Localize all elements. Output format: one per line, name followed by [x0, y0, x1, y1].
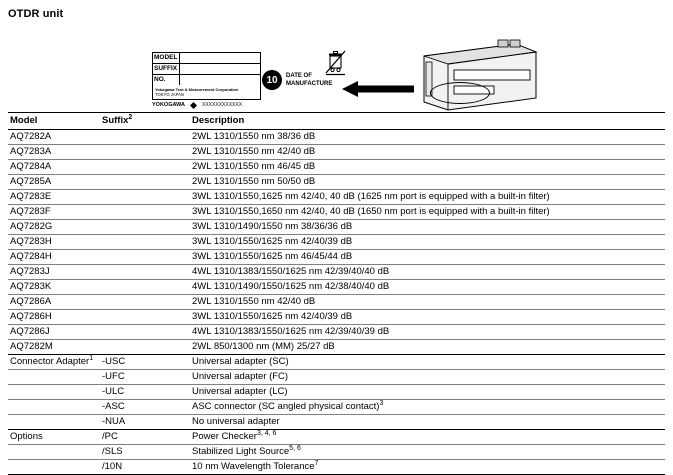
cell-model: AQ7283H — [8, 235, 100, 250]
cell-model: AQ7284A — [8, 160, 100, 175]
cell-suffix — [100, 265, 190, 280]
cell-description-footnote: 5, 6 — [289, 444, 301, 452]
cell-model — [8, 370, 100, 385]
plate-row-suffix — [153, 64, 260, 75]
cell-suffix: -ULC — [100, 385, 190, 400]
cell-description: 2WL 850/1300 nm (MM) 25/27 dB — [190, 340, 665, 355]
table-body — [8, 130, 665, 475]
cell-suffix — [100, 250, 190, 265]
cell-model: AQ7283A — [8, 145, 100, 160]
cell-model: AQ7286J — [8, 325, 100, 340]
table-row — [8, 340, 665, 355]
callout-ellipse — [430, 82, 490, 104]
plate-label-no: NO. — [154, 75, 180, 85]
yokogawa-brand-text: YOKOGAWA — [152, 102, 186, 108]
cell-suffix: -NUA — [100, 415, 190, 430]
table-header-row — [8, 113, 665, 130]
table-row — [8, 280, 665, 295]
cell-model: AQ7283F — [8, 205, 100, 220]
cell-suffix — [100, 235, 190, 250]
table-row — [8, 145, 665, 160]
table-row — [8, 130, 665, 145]
cell-suffix — [100, 145, 190, 160]
cell-description: Universal adapter (FC) — [190, 370, 665, 385]
cell-description: 10 nm Wavelength Tolerance$^7$ — [190, 460, 665, 475]
cell-description: ASC connector (SC angled physical contact)$^3$ — [190, 400, 665, 415]
plate-brand-row — [152, 102, 337, 108]
plate-row-model — [153, 53, 260, 64]
cell-description-footnote: 3, 4, 6 — [256, 429, 277, 437]
cell-model: AQ7283E — [8, 190, 100, 205]
cell-model: AQ7283J — [8, 265, 100, 280]
cell-suffix — [100, 325, 190, 340]
cell-model: Options — [8, 430, 100, 445]
column-header-suffix — [100, 113, 190, 130]
cell-description: 2WL 1310/1550 nm 42/40 dB — [190, 295, 665, 310]
cell-model: AQ7282G — [8, 220, 100, 235]
cell-suffix: /PC — [100, 430, 190, 445]
plate-footer — [153, 86, 260, 100]
document-page — [0, 8, 673, 472]
diamond-logo-icon — [190, 101, 197, 108]
table-row — [8, 160, 665, 175]
cell-model: AQ7284H — [8, 250, 100, 265]
cell-description: 4WL 1310/1383/1550/1625 nm 42/39/40/39 dB — [190, 325, 665, 340]
cell-description: 4WL 1310/1490/1550/1625 nm 42/38/40/40 dB — [190, 280, 665, 295]
cell-model: AQ7286H — [8, 310, 100, 325]
cell-suffix: -ASC — [100, 400, 190, 415]
dom-line-2: MANUFACTURE — [286, 81, 333, 87]
dom-line-1: DATE OF — [286, 73, 312, 79]
plate-label-model: MODEL — [154, 53, 180, 63]
cell-description: 3WL 1310/1550,1650 nm 42/40, 40 dB (1650 nm port is equipped with a built-in filter) — [190, 205, 665, 220]
cell-suffix — [100, 190, 190, 205]
table-row — [8, 220, 665, 235]
suffix-header-text: Suffix — [102, 115, 129, 126]
cell-description: 2WL 1310/1550 nm 42/40 dB — [190, 145, 665, 160]
cell-model — [8, 415, 100, 430]
plate-company-name: Yokogawa Test & Measurement Corporation — [155, 87, 239, 92]
cell-model: AQ7286A — [8, 295, 100, 310]
table-row — [8, 235, 665, 250]
cell-model-footnote: 1 — [89, 354, 94, 362]
cell-description: 3WL 1310/1550,1625 nm 42/40, 40 dB (1625 nm port is equipped with a built-in filter) — [190, 190, 665, 205]
cell-suffix — [100, 340, 190, 355]
cell-suffix — [100, 160, 190, 175]
table-row — [8, 370, 665, 385]
plate-row-no — [153, 75, 260, 86]
cell-suffix — [100, 220, 190, 235]
left-arrow-icon — [342, 80, 414, 98]
table-row — [8, 445, 665, 460]
table-row — [8, 250, 665, 265]
cell-description: 3WL 1310/1550/1625 nm 42/40/39 dB — [190, 310, 665, 325]
cell-description-footnote: 7 — [314, 459, 319, 467]
specification-table — [8, 112, 665, 475]
plate-label-suffix: SUFFIX — [154, 64, 180, 74]
column-header-model: Model — [8, 113, 100, 130]
cell-description: Universal adapter (LC) — [190, 385, 665, 400]
table-row — [8, 265, 665, 280]
table-row — [8, 400, 665, 415]
cell-suffix: -USC — [100, 355, 190, 370]
cell-suffix — [100, 280, 190, 295]
suffix-header-footnote: 2 — [128, 113, 133, 121]
cell-model — [8, 445, 100, 460]
date-of-manufacture-circle-icon: 10 — [262, 70, 282, 90]
table-row — [8, 415, 665, 430]
label-plate-illustration — [152, 52, 261, 100]
table-row — [8, 205, 665, 220]
cell-description: 3WL 1310/1550/1625 nm 42/40/39 dB — [190, 235, 665, 250]
cell-model — [8, 400, 100, 415]
cell-description: 3WL 1310/1490/1550 nm 38/36/36 dB — [190, 220, 665, 235]
page-title: OTDR unit — [8, 8, 64, 20]
cell-suffix — [100, 130, 190, 145]
cell-description: Power Checker$^{3, 4, 6}$ — [190, 430, 665, 445]
plate-origin: TOKYO JAPAN — [155, 92, 184, 97]
cell-description: Stabilized Light Source$^{5, 6}$ — [190, 445, 665, 460]
cell-description: 2WL 1310/1550 nm 46/45 dB — [190, 160, 665, 175]
table-row — [8, 460, 665, 475]
table-row — [8, 355, 665, 370]
cell-description: 2WL 1310/1550 nm 38/36 dB — [190, 130, 665, 145]
cell-suffix — [100, 205, 190, 220]
cell-description: 3WL 1310/1550/1625 nm 46/45/44 dB — [190, 250, 665, 265]
plate-serial-number: XXXXXXXXXXXX — [202, 102, 243, 108]
cell-model — [8, 385, 100, 400]
cell-model — [8, 460, 100, 475]
table-row — [8, 190, 665, 205]
cell-suffix: /SLS — [100, 445, 190, 460]
cell-suffix: /10N — [100, 460, 190, 475]
table-row — [8, 295, 665, 310]
cell-model: AQ7282A — [8, 130, 100, 145]
table-row — [8, 310, 665, 325]
cell-suffix: -UFC — [100, 370, 190, 385]
cell-description: 4WL 1310/1383/1550/1625 nm 42/39/40/40 dB — [190, 265, 665, 280]
cell-description: Universal adapter (SC) — [190, 355, 665, 370]
crossed-out-wheeled-bin-icon — [325, 50, 347, 76]
table-row — [8, 175, 665, 190]
cell-model: AQ7285A — [8, 175, 100, 190]
cell-description: 2WL 1310/1550 nm 50/50 dB — [190, 175, 665, 190]
cell-suffix — [100, 295, 190, 310]
cell-suffix — [100, 175, 190, 190]
figure-otdr-label-and-unit — [0, 26, 673, 112]
cell-suffix — [100, 310, 190, 325]
cell-model: Connector Adapter$^1$ — [8, 355, 100, 370]
cell-model: AQ7282M — [8, 340, 100, 355]
table-row — [8, 385, 665, 400]
column-header-description: Description — [190, 113, 665, 130]
table-row — [8, 430, 665, 445]
cell-description-footnote: 3 — [379, 399, 384, 407]
table-row — [8, 325, 665, 340]
cell-description: No universal adapter — [190, 415, 665, 430]
cell-model: AQ7283K — [8, 280, 100, 295]
